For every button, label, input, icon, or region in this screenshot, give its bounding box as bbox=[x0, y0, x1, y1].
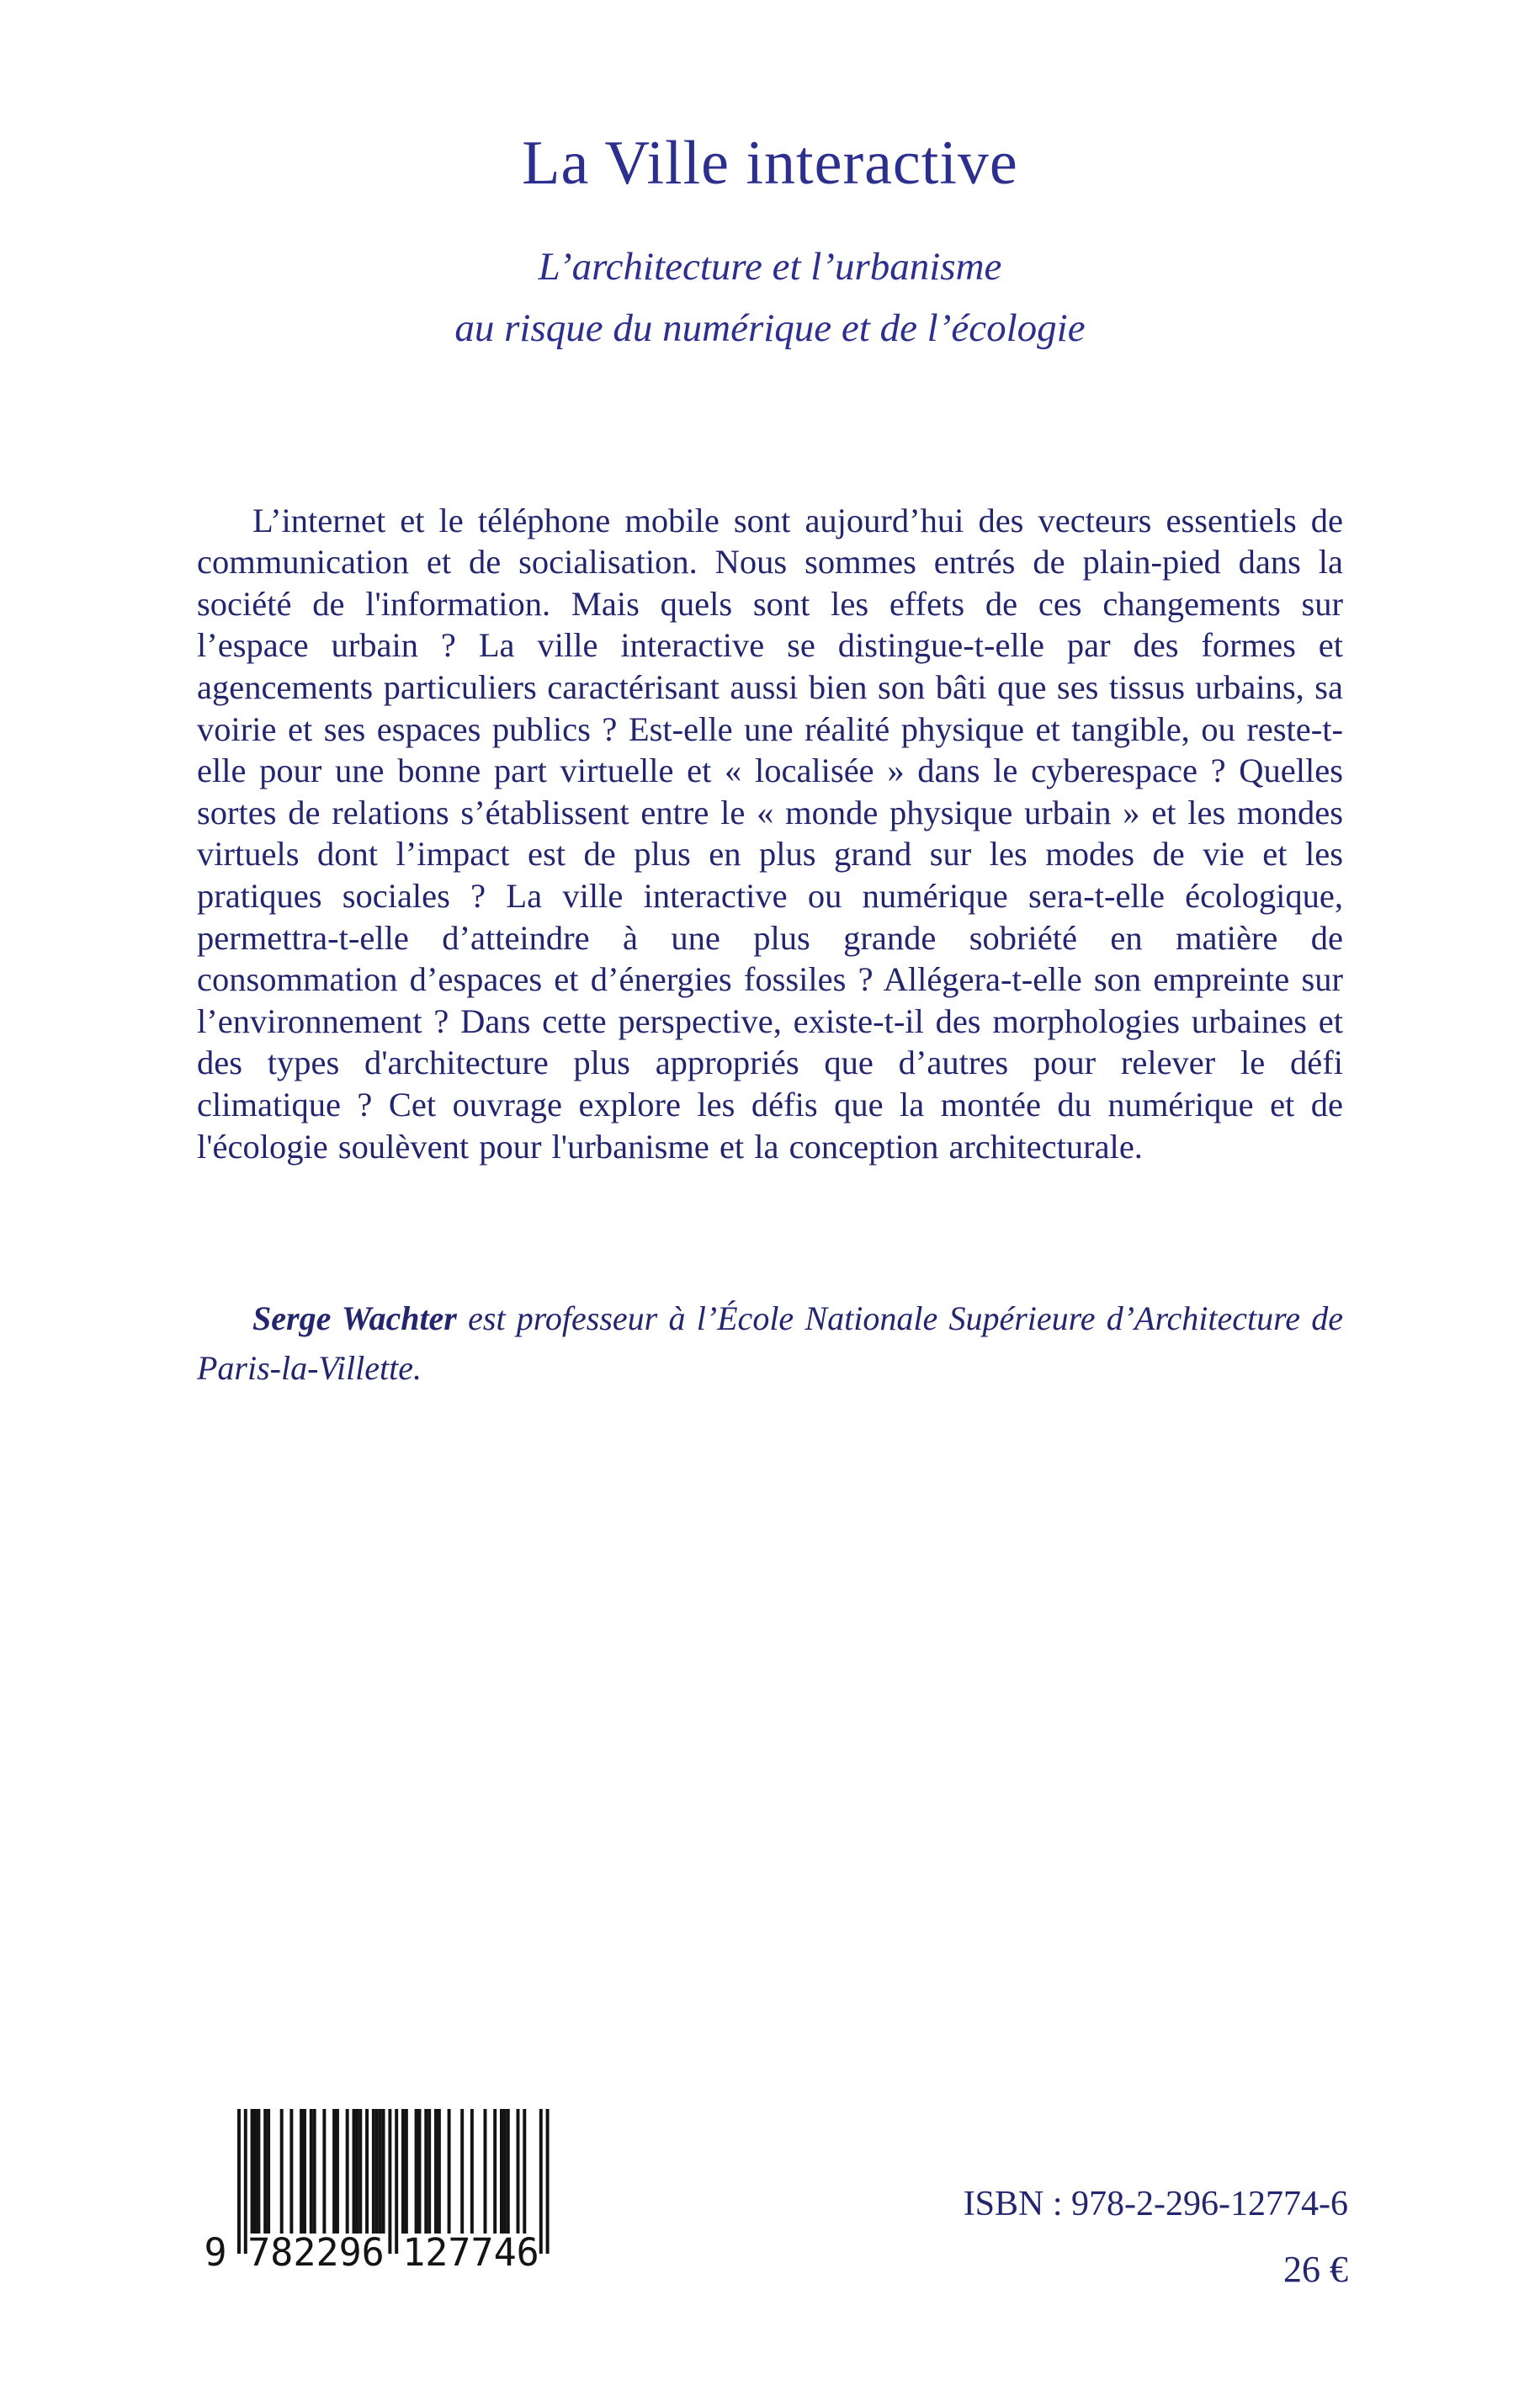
author-bio-text: est professeur à l’École Nationale Supérieure d’Architecture de Paris-la-Villette. bbox=[197, 1299, 1343, 1388]
book-title: La Ville interactive bbox=[522, 129, 1018, 198]
cover-content bbox=[197, 0, 1343, 1394]
book-subtitle bbox=[197, 236, 1343, 360]
isbn-price-block bbox=[964, 2184, 1348, 2291]
ean13-barcode bbox=[195, 2109, 557, 2277]
barcode-digits-left: 782296 bbox=[247, 2230, 385, 2275]
synopsis-paragraph: L’internet et le téléphone mobile sont aujourd’hui des vecteurs essentiels de communication et de socialisation. Nous sommes entrés de plain-pied dans la société de l'information. Mais quels sont les effets de ces changements sur l’espace urbain ? La ville interactive se distingue-t-elle par des formes et agencements particuliers caractérisant aussi bien son bâti que ses tissus urbains, sa voirie et ses espaces publics ? Est-elle une réalité physique et tangible, ou reste-t-elle pour une bonne part virtuelle et « localisée » dans le cyberespace ? Quelles sortes de relations s’établissent entre le « monde physique urbain » et les mondes virtuels dont l’impact est de plus en plus grand sur les modes de vie et les pratiques sociales ? La ville interactive ou numérique sera-t-elle écologique, permettra-t-elle d’atteindre à une plus grande sobriété en matière de consommation d’espaces et d’énergies fossiles ? Allégera-t-elle son empreinte sur l’environnement ? Dans cette perspective, existe-t-il des morphologies urbaines et des types d'architecture plus appropriés que d’autres pour relever le défi climatique ? Cet ouvrage explore les défis que la montée du numérique et de l'écologie soulèvent pour l'urbanisme et la conception architecturale. bbox=[197, 501, 1343, 1166]
barcode-digit-first: 9 bbox=[204, 2230, 227, 2275]
isbn-text: ISBN : 978-2-296-12774-6 bbox=[963, 2185, 1348, 2223]
barcode-digits-right: 127746 bbox=[402, 2230, 539, 2275]
barcode-digits bbox=[195, 2232, 557, 2276]
subtitle-line-2: au risque du numérique et de l’écologie bbox=[454, 306, 1086, 351]
subtitle-line-1: L’architecture et l’urbanisme bbox=[538, 245, 1002, 289]
author-name: Serge Wachter bbox=[252, 1299, 457, 1338]
author-bio bbox=[197, 1293, 1343, 1393]
price-text: 26 € bbox=[1283, 2249, 1348, 2290]
